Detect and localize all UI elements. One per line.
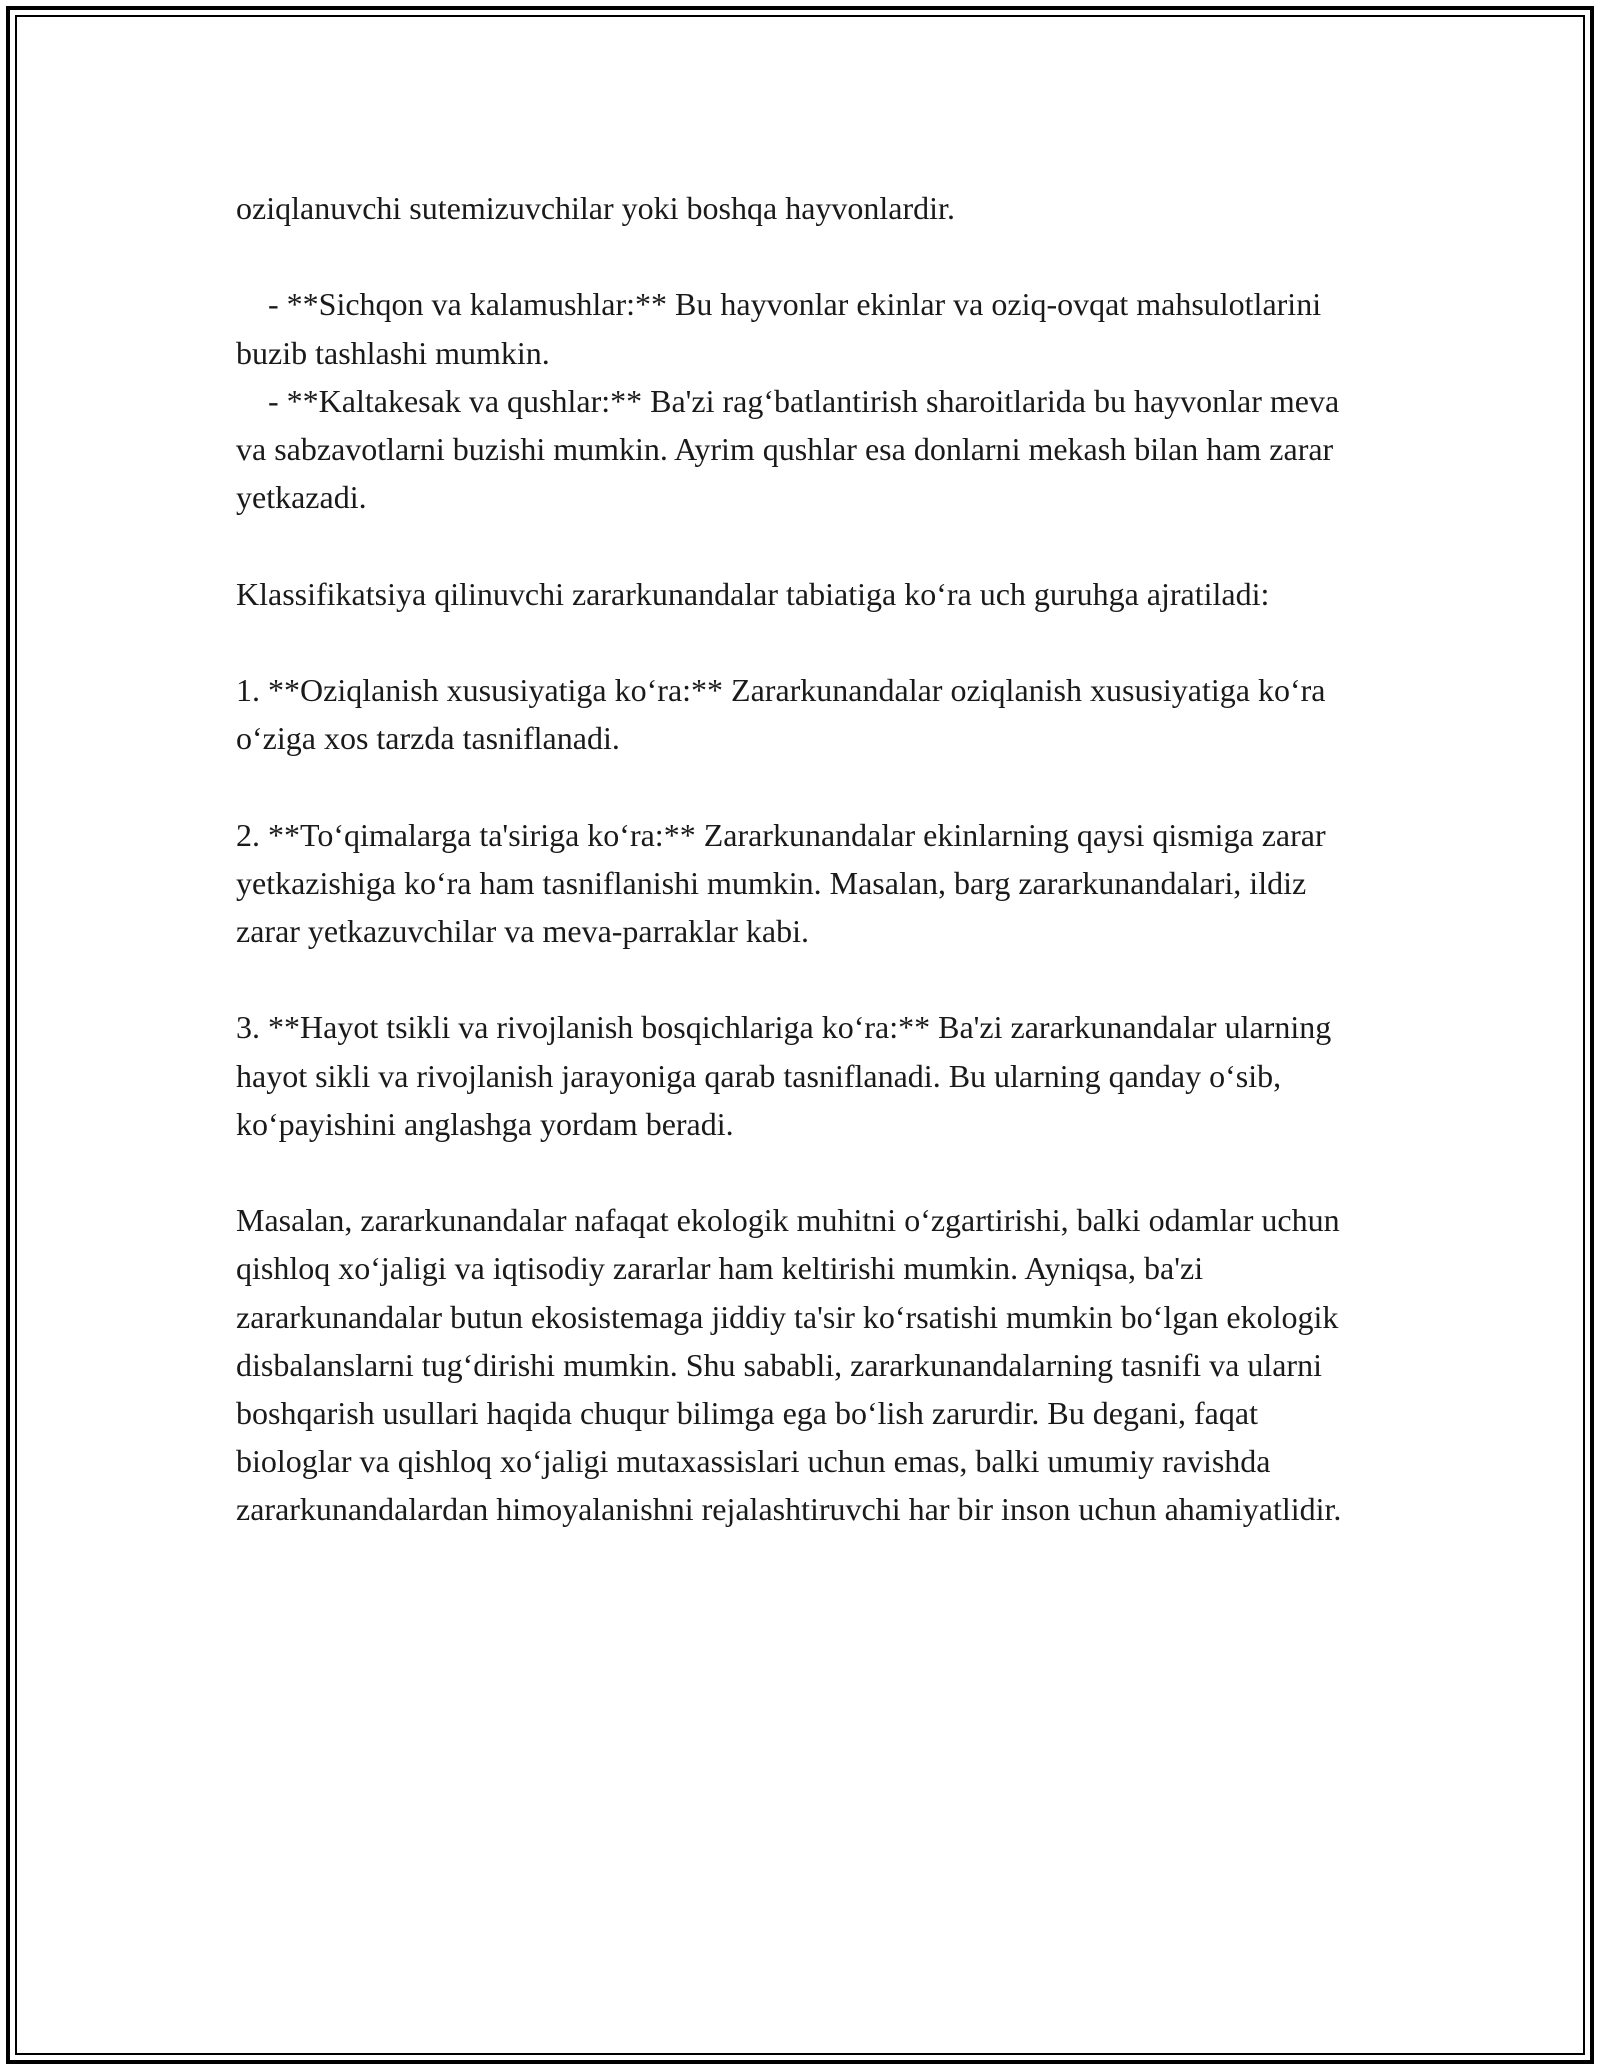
paragraph-mice-rats: - **Sichqon va kalamushlar:** Bu hayvonlar ekinlar va oziq-ovqat mahsulotlarini buzib tashlashi mumkin. (236, 286, 1330, 371)
blank-line (236, 1148, 1366, 1196)
paragraph-lizards-birds: - **Kaltakesak va qushlar:** Ba'zi rag‘batlantirish sharoitlarida bu hayvonlar meva va sabzavotlarni buzishi mumkin. Ayrim qushlar esa donlarni mekash bilan ham zarar yetkazadi. (236, 382, 1348, 516)
paragraph-classification-intro: Klassifikatsiya qilinuvchi zararkunandalar tabiatiga ko‘ra uch guruhga ajratiladi: (236, 575, 1270, 612)
document-body (236, 184, 1366, 1534)
blank-line (236, 955, 1366, 1003)
blank-line (236, 521, 1366, 569)
paragraph-item-life-cycle: 3. **Hayot tsikli va rivojlanish bosqichlariga ko‘ra:** Ba'zi zararkunandalar ularning hayot sikli va rivojlanish jarayoniga qarab tasniflanadi. Bu ularning qanday o‘sib, ko‘payishini anglashga yordam beradi. (236, 1009, 1340, 1142)
blank-line (236, 618, 1366, 666)
blank-line (236, 232, 1366, 280)
paragraph-intro-continuation: oziqlanuvchi sutemizuvchilar yoki boshqa hayvonlardir. (236, 190, 955, 226)
paragraph-item-feeding: 1. **Oziqlanish xususiyatiga ko‘ra:** Zararkunandalar oziqlanish xususiyatiga ko‘ra o‘ziga xos tarzda tasniflanadi. (236, 671, 1334, 757)
paragraph-item-tissue-impact: 2. **To‘qimalarga ta'siriga ko‘ra:** Zararkunandalar ekinlarning qaysi qismiga zarar yetkazishiga ko‘ra ham tasniflanishi mumkin. Masalan, barg zararkunandalari, ildiz zarar yetkazuvchilar va meva-parraklar kabi. (236, 816, 1334, 949)
paragraph-conclusion: Masalan, zararkunandalar nafaqat ekologik muhitni o‘zgartirishi, balki odamlar uchun qishloq xo‘jaligi va iqtisodiy zararlar ham keltirishi mumkin. Ayniqsa, ba'zi zararkunandalar butun ekosistemaga jiddiy ta'sir ko‘rsatishi mumkin bo‘lgan ekologik disbalanslarni tug‘dirishi mumkin. Shu sababli, zararkunandalarning tasnifi va ularni boshqarish usullari haqida chuqur bilimga ega bo‘lish zarurdir. Bu degani, faqat biologlar va qishloq xo‘jaligi mutaxassislari uchun emas, balki umumiy ravishda zararkunandalardan himoyalanishni rejalashtiruvchi har bir inson uchun ahamiyatlidir. (236, 1202, 1348, 1528)
blank-line (236, 762, 1366, 810)
